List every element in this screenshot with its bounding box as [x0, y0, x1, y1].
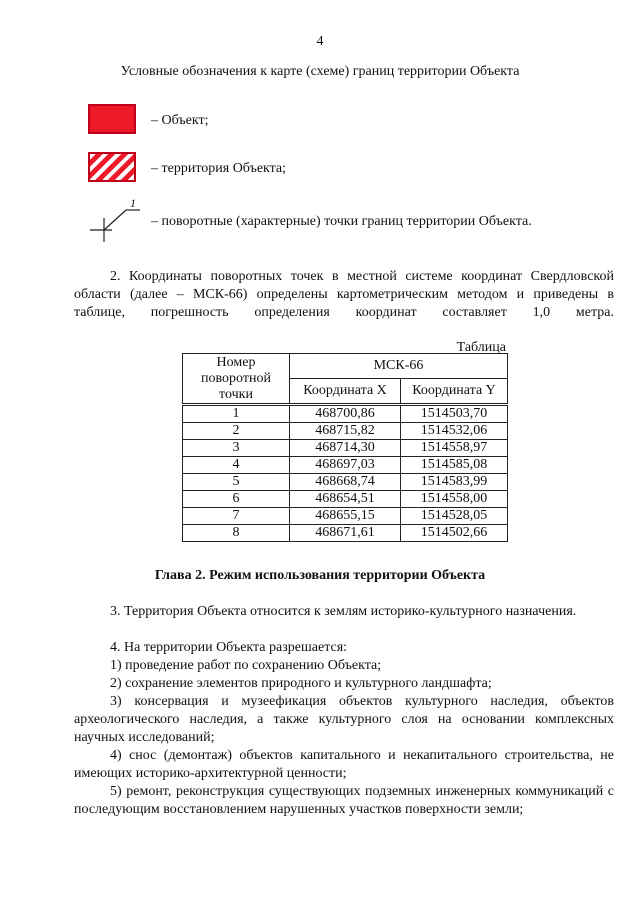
point-symbol-label: 1	[130, 196, 136, 210]
legend-title: Условные обозначения к карте (схеме) границ территории Объекта	[120, 64, 520, 79]
cell-y: 1514585,08	[401, 457, 508, 474]
cell-point: 5	[183, 474, 290, 491]
cell-y: 1514503,70	[401, 405, 508, 423]
paragraph-4	[74, 639, 614, 657]
list-item	[74, 783, 614, 819]
cell-x: 468714,30	[290, 440, 401, 457]
group-header: МСК-66	[290, 354, 508, 379]
paragraph-2-text: 2. Координаты поворотных точек в местной системе координат Свердловской области (далее – МСК-66) определены картометрическим методом и приведены в таблице, погрешность определения координат составляет 1,0 метра.	[74, 269, 614, 320]
table-label: Таблица	[456, 340, 506, 355]
cell-y: 1514558,97	[401, 440, 508, 457]
table-row	[183, 474, 508, 491]
table-row	[183, 525, 508, 542]
cell-x: 468668,74	[290, 474, 401, 491]
list-item	[74, 747, 614, 783]
cell-point: 2	[183, 423, 290, 440]
table-row	[183, 457, 508, 474]
table-row	[183, 405, 508, 423]
cell-point: 7	[183, 508, 290, 525]
cell-point: 6	[183, 491, 290, 508]
table-row	[183, 440, 508, 457]
cell-x: 468654,51	[290, 491, 401, 508]
list-item-text: 4) снос (демонтаж) объектов капитального и некапитального строительства, не имеющих историко-архитектурной ценности;	[74, 748, 614, 781]
cell-x: 468671,61	[290, 525, 401, 542]
cell-point: 1	[183, 405, 290, 423]
legend-item-object: – Объект;	[151, 113, 209, 128]
list-item-text: 2) сохранение элементов природного и культурного ландшафта;	[110, 676, 492, 691]
list-item	[74, 693, 614, 747]
list-item-text: 5) ремонт, реконструкция существующих подземных инженерных коммуникаций с последующим восстановлением нарушенных участков поверхности земли;	[74, 784, 614, 817]
cell-y: 1514532,06	[401, 423, 508, 440]
cell-y: 1514583,99	[401, 474, 508, 491]
table-row	[183, 491, 508, 508]
cell-y: 1514528,05	[401, 508, 508, 525]
table-row	[183, 423, 508, 440]
turning-point-icon	[86, 196, 146, 246]
legend-item-territory: – территория Объекта;	[151, 161, 287, 176]
cell-y: 1514502,66	[401, 525, 508, 542]
cell-x: 468655,15	[290, 508, 401, 525]
col-x-header: Координата X	[290, 379, 401, 405]
territory-hatch-swatch	[88, 152, 136, 182]
object-swatch	[88, 104, 136, 134]
list-item	[74, 675, 614, 693]
paragraph-2	[74, 268, 614, 322]
cell-point: 3	[183, 440, 290, 457]
coordinates-table	[182, 353, 508, 542]
col-point-header: Номер поворотной точки	[183, 354, 290, 405]
legend-item-turning-points: – поворотные (характерные) точки границ территории Объекта.	[151, 214, 532, 229]
cell-x: 468715,82	[290, 423, 401, 440]
list-item-text: 1) проведение работ по сохранению Объекта;	[110, 658, 382, 673]
cell-x: 468697,03	[290, 457, 401, 474]
paragraph-4-text: 4. На территории Объекта разрешается:	[110, 640, 348, 655]
chapter-heading: Глава 2. Режим использования территории Объекта	[154, 568, 486, 583]
cell-point: 8	[183, 525, 290, 542]
page-number: 4	[316, 34, 324, 49]
table-row	[183, 508, 508, 525]
paragraph-3	[74, 603, 614, 621]
list-item	[74, 657, 614, 675]
cell-y: 1514558,00	[401, 491, 508, 508]
paragraph-3-text: 3. Территория Объекта относится к землям историко-культурного назначения.	[110, 604, 577, 619]
cell-x: 468700,86	[290, 405, 401, 423]
list-item-text: 3) консервация и музеефикация объектов культурного наследия, объектов археологического наследия, а также культурного слоя на основании комплексных научных исследований;	[74, 694, 614, 745]
cell-point: 4	[183, 457, 290, 474]
col-y-header: Координата Y	[401, 379, 508, 405]
